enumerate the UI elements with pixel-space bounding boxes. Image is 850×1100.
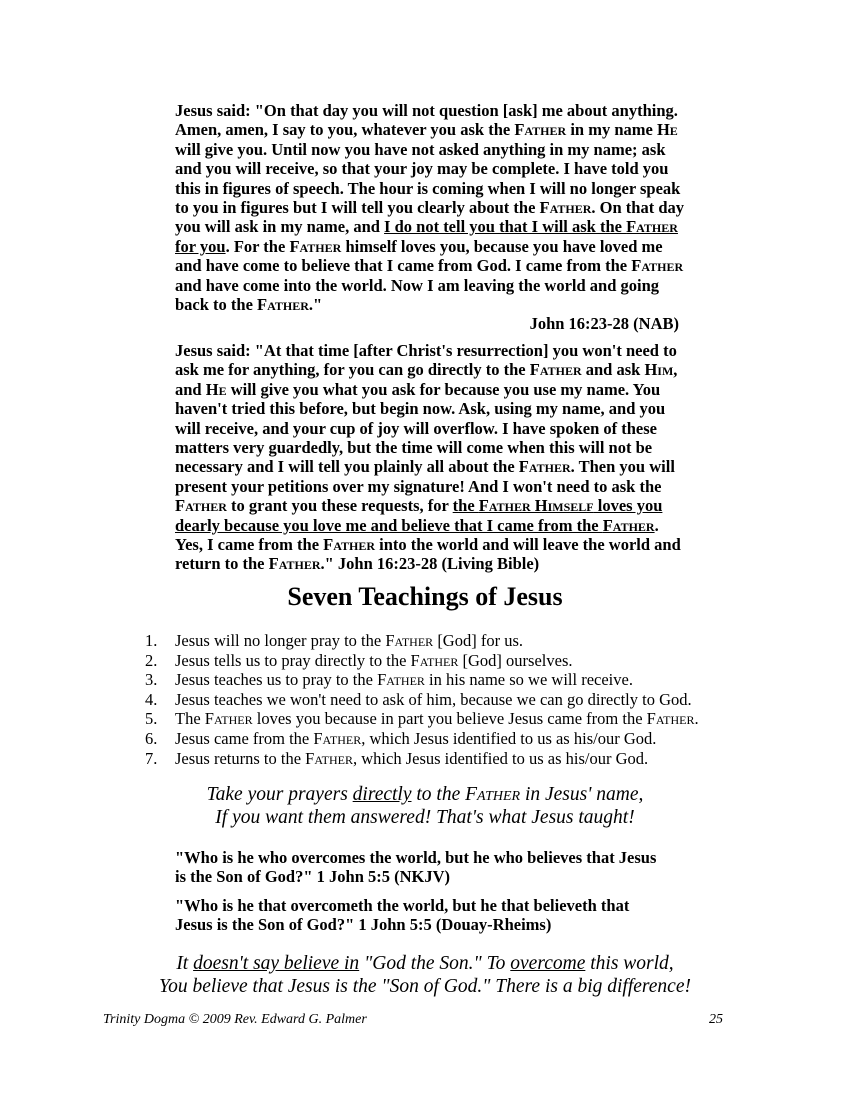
list-item-number: 6.: [145, 728, 158, 748]
text-segment: Jesus will no longer pray to the: [175, 631, 386, 650]
text-segment: directly: [352, 784, 412, 805]
text-segment: Father: [410, 650, 459, 670]
text-segment: "God the Son." To: [359, 953, 511, 974]
scripture-quote-living-bible: [175, 341, 689, 574]
text-segment: the: [452, 496, 479, 516]
scripture-quote-nab-attribution: John 16:23-28 (NAB): [529, 314, 679, 334]
callout-line: [100, 807, 750, 830]
text-segment: into the world and will leave the world and return to the: [175, 535, 681, 574]
text-segment: [God] for us.: [433, 631, 524, 650]
scripture-quote-nab-text: [175, 101, 689, 314]
text-segment: to the: [411, 784, 466, 805]
text-segment: Father: [175, 496, 227, 516]
text-segment: . For the: [225, 236, 290, 256]
text-segment: Father: [514, 120, 567, 140]
verse-line: "Who is he that overcometh the world, but he that believeth that: [175, 896, 630, 915]
text-segment: Jesus came from the: [175, 728, 314, 748]
text-segment: .: [694, 709, 699, 729]
list-item: [145, 749, 795, 769]
verse-line: Jesus is the Son of God?" 1 John 5:5 (Douay-Rheims): [175, 915, 552, 935]
text-segment: Father: [631, 256, 684, 276]
list-item: [145, 709, 795, 729]
text-segment: Father Himself: [478, 496, 594, 516]
list-item-text: [175, 749, 648, 769]
list-item-number: 1.: [145, 631, 158, 650]
teachings-list: [145, 631, 795, 768]
list-item-text: [175, 651, 573, 671]
list-item-number: 2.: [145, 650, 158, 670]
text-segment: He: [205, 379, 227, 399]
list-item-number: 4.: [145, 689, 158, 709]
text-segment: Father: [518, 457, 571, 477]
text-segment: Jesus tells us to pray directly to the: [175, 650, 411, 670]
list-item: [145, 651, 795, 671]
list-item-text: [175, 690, 692, 710]
list-item-text: [175, 709, 699, 729]
callout-line: [70, 953, 780, 976]
scripture-quote-living-bible-text: [175, 341, 689, 574]
text-segment: Father: [465, 784, 521, 805]
text-segment: Father: [313, 728, 362, 748]
text-segment: Father: [377, 670, 425, 690]
page-title: Seven Teachings of Jesus: [287, 582, 563, 611]
text-segment: Father: [289, 236, 342, 256]
text-segment: and have come into the world. Now I am leaving the world and going back to the: [175, 275, 660, 315]
list-item: [145, 729, 795, 749]
text-segment: will give you. Until now you have not asked anything in my name; ask and you will receive, so that your joy may be complete. I have told you this in figures of speech. The hour is coming when I will no longer speak to you in figures but I will tell you clearly about the: [175, 139, 681, 218]
page-number: 25: [709, 1012, 723, 1027]
text-segment: Jesus returns to the: [175, 748, 306, 768]
text-segment: The: [175, 709, 205, 729]
text-segment: in Jesus' name,: [520, 784, 644, 805]
text-segment: Father: [268, 554, 321, 574]
callout-line: [70, 976, 780, 999]
list-item-text: [175, 670, 633, 690]
text-segment: You believe that Jesus is the "Son of God." There is a big difference!: [159, 975, 691, 997]
text-segment: Father: [626, 217, 678, 237]
text-segment: , which Jesus identified to us as his/our God.: [361, 728, 657, 748]
text-segment: Him: [644, 360, 674, 380]
list-item-text: [175, 729, 656, 749]
text-segment: Jesus said: "On that day you will not question [ask] me about anything. Amen, amen, I say to you, whatever you ask the: [175, 101, 678, 140]
text-segment: for you: [175, 236, 226, 256]
text-segment: to grant you these requests, for: [226, 496, 453, 516]
text-segment: overcome: [510, 953, 586, 974]
list-item: [145, 670, 795, 690]
text-segment: .": [308, 295, 323, 315]
verse-line: "Who is he who overcomes the world, but he who believes that Jesus: [175, 848, 657, 867]
list-item-number: 7.: [145, 748, 158, 768]
text-segment: loves you because in part you believe Jesus came from the: [252, 709, 647, 729]
text-segment: Father: [323, 535, 376, 555]
text-segment: doesn't say believe in: [193, 953, 360, 974]
text-segment: . Then you will present your petitions over my signature! And I won't need to ask the: [175, 457, 675, 496]
list-item: [145, 631, 795, 651]
text-segment: He: [656, 120, 678, 140]
text-segment: will give you what you ask for because you use my name. You haven't tried this before, but begin now. Ask, using my name, and you will receive, and your cup of joy will overflow. I have spoken of these matters very guardedly, but the time will come when this will not be necessary and I will tell you plainly all about the: [175, 379, 666, 477]
text-segment: [God] ourselves.: [458, 650, 573, 670]
text-segment: in his name so we will receive.: [424, 670, 633, 690]
text-segment: and ask: [581, 360, 645, 380]
list-item-number: 3.: [145, 670, 158, 690]
text-segment: Father: [204, 709, 253, 729]
text-segment: , and: [175, 360, 678, 399]
text-segment: Father: [529, 360, 582, 380]
scripture-quote-nab: [175, 101, 689, 334]
verse-nkjv: [175, 848, 715, 887]
list-item: [145, 690, 795, 710]
text-segment: . Yes, I came from the: [175, 515, 659, 555]
verse-douay-rheims: [175, 896, 715, 935]
text-segment: , which Jesus identified to us as his/our God.: [353, 748, 649, 768]
footer-copyright: Trinity Dogma © 2009 Rev. Edward G. Palmer: [103, 1012, 367, 1027]
page-footer: [103, 1012, 723, 1028]
text-segment: ." John 16:23-28 (Living Bible): [320, 554, 540, 574]
text-segment: Father: [385, 631, 434, 650]
text-segment: in my name: [566, 120, 657, 140]
text-segment: loves you dearly because you love me and believe that I came from the: [175, 496, 663, 535]
text-segment: this world,: [585, 953, 674, 974]
text-segment: . On that day you will ask in my name, and: [175, 198, 685, 237]
text-segment: himself loves you, because you have loved me and have come to believe that I came from God. I came from the: [175, 236, 663, 276]
text-segment: Father: [305, 748, 353, 768]
text-segment: It: [176, 953, 194, 974]
list-item-text: [175, 631, 523, 651]
callout-line: [100, 784, 750, 807]
text-segment: Jesus teaches we won't need to ask of him, because we can go directly to God.: [175, 689, 692, 709]
text-segment: Father: [257, 295, 309, 315]
italic-callout-son-of-god: [70, 953, 780, 998]
text-segment: Take your prayers: [206, 784, 353, 805]
text-segment: Father: [539, 198, 592, 218]
list-item-number: 5.: [145, 709, 158, 729]
text-segment: Jesus said: "At that time [after Christ's resurrection] you won't need to ask me for anything, for you can go directly to the: [175, 341, 677, 380]
text-segment: I do not tell you that I will ask the: [384, 217, 627, 237]
italic-callout-prayers: [100, 784, 750, 829]
text-segment: Father: [646, 709, 695, 729]
text-segment: Jesus teaches us to pray to the: [175, 670, 378, 690]
text-segment: If you want them answered! That's what Jesus taught!: [215, 806, 635, 828]
text-segment: Father: [602, 515, 655, 535]
verse-line: is the Son of God?" 1 John 5:5 (NKJV): [175, 867, 451, 887]
